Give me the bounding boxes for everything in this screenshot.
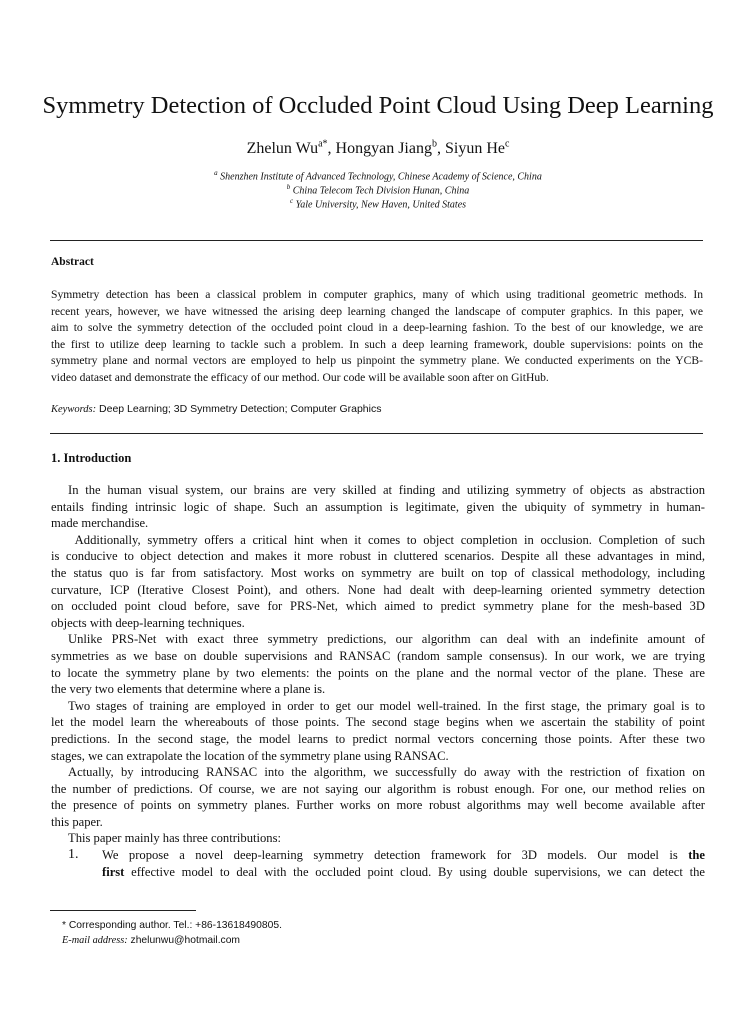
footnote <box>62 918 282 948</box>
author-sep: , <box>327 140 336 158</box>
paragraph <box>51 764 705 830</box>
affiliation-sup: c <box>289 197 294 205</box>
text-line: on occluded point cloud before, save for PRS-Net, which aimed to predict symmetry plane for the mesh-based 3D <box>51 599 705 614</box>
author-sup: a* <box>318 139 328 150</box>
keywords-text: Deep Learning; 3D Symmetry Detection; Computer Graphics <box>96 403 382 415</box>
keywords <box>51 403 381 415</box>
abstract-body <box>51 287 703 387</box>
author-name: Hongyan Jiang <box>335 140 432 158</box>
text-line: Unlike PRS-Net with exact three symmetry predictions, our algorithm can deal with an indefinite amount of <box>68 632 705 647</box>
text-line: to locate the symmetry plane by two elements: the points on the plane and the normal vector of the plane. These are <box>51 665 705 680</box>
author-sup: b <box>431 139 437 150</box>
text-line: the presence of points on symmetry planes. Further works on more robust algorithms may well become available after <box>51 798 705 813</box>
affiliation <box>0 169 756 182</box>
email-address: zhelunwu@hotmail.com <box>127 935 241 946</box>
paragraph <box>51 698 705 764</box>
introduction-body <box>51 482 705 880</box>
text-line: the status quo is far from satisfactory. Most works on symmetry are built on top of classical methodology, including <box>51 565 705 580</box>
text-line: the number of predictions. Of course, we are not saying our algorithm is robust enough. For one, our method relies on <box>51 781 705 796</box>
paragraph <box>51 830 705 847</box>
affiliation <box>0 183 756 196</box>
text-line <box>102 847 705 864</box>
author-sep: , <box>436 140 445 158</box>
text-line: let the model learn the whereabouts of those points. The second stage begins when we ascertain the stability of point <box>51 715 705 730</box>
affiliation-sup: b <box>286 183 291 191</box>
text-segment: We propose a novel deep-learning symmetry detection framework for 3D models. Our model is <box>102 848 689 863</box>
text-segment: effective model to deal with the occluded point cloud. By using double supervisions, we can detect the <box>124 864 705 879</box>
text-line: curvature, ICP (Iterative Closest Point), and others. None had dealt with deep-learning oriented symmetry detection <box>51 582 705 597</box>
text-line: stages, we can extrapolate the location of the symmetry plane using RANSAC. <box>51 748 449 763</box>
email-label: E-mail address: <box>62 935 128 946</box>
text-line: Two stages of training are employed in order to get our model well-trained. In the first stage, the primary goal is to <box>68 698 705 713</box>
keywords-label: Keywords: <box>51 404 97 415</box>
author-sup: c <box>504 139 510 150</box>
author <box>247 140 336 157</box>
text-line: entails finding intrinsic logic of shape. Such an assumption is legitimate, given the ubiquity of symmetry in human- <box>51 499 705 514</box>
paragraph <box>51 532 705 632</box>
text-line: the first to utilize deep learning to tackle such a problem. In such a deep learning framework, double supervisions: points on the <box>51 337 703 351</box>
author-name: Zhelun Wu <box>246 140 319 158</box>
author <box>336 140 445 157</box>
list-number: 1. <box>68 847 79 863</box>
affiliation-sup: a <box>214 169 218 177</box>
text-line: In the human visual system, our brains are very skilled at finding and utilizing symmetry of objects as abstraction <box>68 483 705 497</box>
divider <box>50 240 703 241</box>
bold-text: first <box>102 864 125 879</box>
text-line <box>102 864 705 881</box>
text-line: aim to solve the symmetry detection of the occluded point cloud in a deep-learning fashion. To the best of our knowledge, we are <box>51 321 703 335</box>
author-list <box>0 139 756 158</box>
footnote-divider <box>50 910 196 911</box>
bold-text: the <box>688 848 705 863</box>
text-line: symmetries as we base on double supervisions and RANSAC (random sample consensus). In our work, we are trying <box>51 648 705 663</box>
paragraph <box>51 482 705 532</box>
list-item <box>51 847 705 880</box>
email-line <box>62 933 282 948</box>
text-line: recent years, however, we have witnessed the arising deep learning changed the landscape of computer graphics. In this paper, we <box>51 304 703 318</box>
text-line: Additionally, symmetry offers a critical hint when it comes to object completion in occlusion. Completion of such <box>68 532 705 547</box>
text-line: symmetry plane and normal vectors are employed to help us pinpoint the symmetry plane. We conducted experiments on the YCB- <box>51 354 703 368</box>
text-line: is conducive to object detection and makes it more robust in cluttered scenarios. Despite all these advantages in mind, <box>51 549 705 564</box>
text-line: This paper mainly has three contributions: <box>68 831 281 846</box>
text-line: predictions. In the second stage, the model learns to predict normal vectors concerning those points. After these two <box>51 731 705 746</box>
divider <box>50 433 703 434</box>
text-line: made merchandise. <box>51 516 149 531</box>
text-line: Actually, by introducing RANSAC into the algorithm, we successfully do away with the restriction of fixation on <box>68 765 705 780</box>
text-line: video dataset and demonstrate the efficacy of our method. Our code will be available soon after on GitHub. <box>51 370 549 384</box>
corresponding-author: * Corresponding author. Tel.: +86-13618490805. <box>62 920 282 931</box>
affiliation <box>0 197 756 210</box>
author <box>445 140 509 157</box>
text-line: Symmetry detection has been a classical problem in computer graphics, many of which using traditional geometric methods. In <box>51 288 703 301</box>
text-line: the very two elements that determine where a plane is. <box>51 682 326 697</box>
author-name: Siyun He <box>444 140 505 158</box>
affiliation-text: Yale University, New Haven, United States <box>295 199 467 211</box>
paper-title: Symmetry Detection of Occluded Point Cloud Using Deep Learning <box>42 92 714 119</box>
paragraph <box>51 631 705 697</box>
affiliation-text: China Telecom Tech Division Hunan, China <box>292 185 470 197</box>
text-line: objects with deep-learning techniques. <box>51 615 245 630</box>
abstract-heading: Abstract <box>51 256 94 268</box>
affiliation-text: Shenzhen Institute of Advanced Technology, Chinese Academy of Science, China <box>220 171 542 183</box>
text-line: this paper. <box>51 814 103 829</box>
section-heading: 1. Introduction <box>51 451 132 465</box>
